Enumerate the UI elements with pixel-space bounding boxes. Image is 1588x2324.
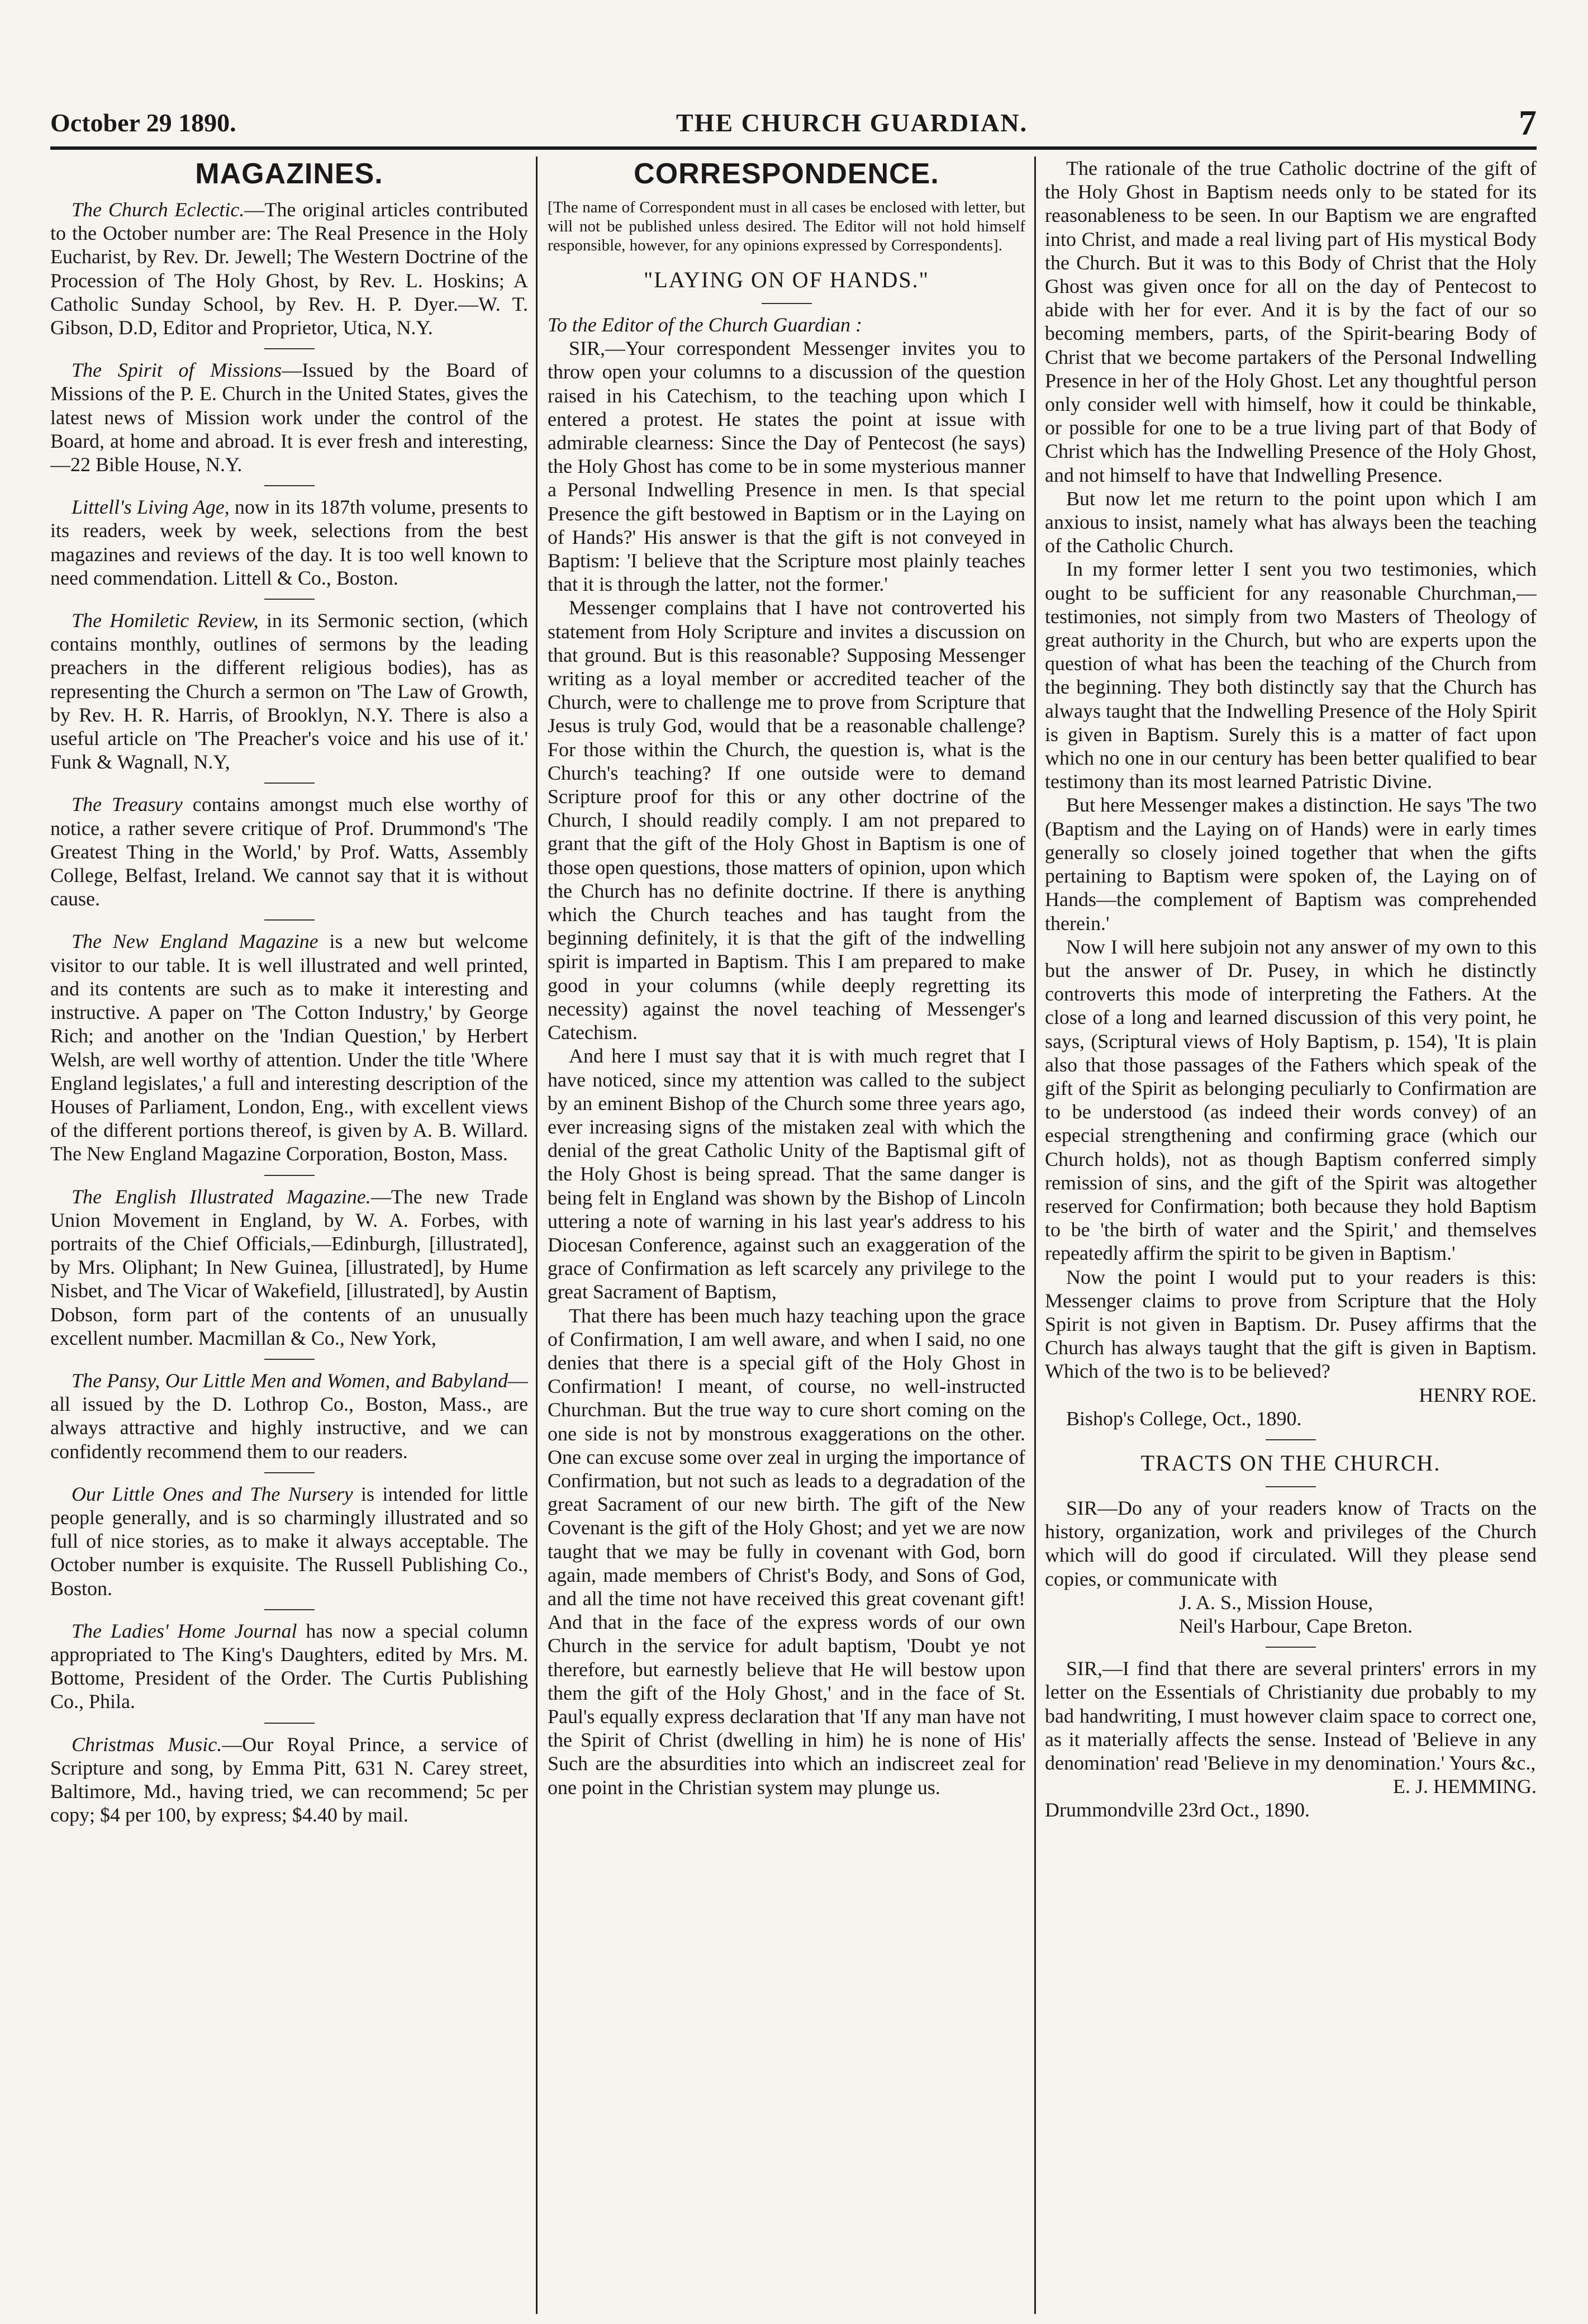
separator bbox=[264, 782, 315, 784]
magazine-text: now in its 187th volume, presents to its readers, week by week, selections from the best magazines and reviews of the day. It is too well known to need commendation. Littell & Co., Boston. bbox=[50, 496, 528, 589]
magazine-item bbox=[50, 1482, 528, 1600]
correspondence-column bbox=[548, 156, 1025, 2314]
letter-paragraph: And here I must say that it is with much regret that I have noticed, since my attention was called to the subject by an eminent Bishop of the Church some three years ago, ever increasing signs of the mistaken zeal with which the denial of the great Catholic Unity of the Baptismal gift of the Holy Ghost is being spread. That the same danger is being felt in England was shown by the Bishop of Lincoln uttering a note of warning in his last year's address to his Diocesan Conference, against such an exaggeration of the grace of Confirmation as left scarcely any privilege to the great Sacrament of Baptism, bbox=[548, 1045, 1025, 1303]
continuation-column bbox=[1045, 156, 1537, 2314]
magazine-title: The Homiletic Review, bbox=[72, 609, 259, 632]
separator bbox=[264, 485, 315, 486]
magazine-item bbox=[50, 793, 528, 910]
letter-signature: HENRY ROE. bbox=[1419, 1383, 1537, 1406]
page-header bbox=[50, 101, 1537, 145]
magazine-title: The New England Magazine bbox=[72, 930, 318, 953]
letter-paragraph: Now I will here subjoin not any answer of my own to this but the answer of Dr. Pusey, in which he distinctly controverts this mode of interpreting the Fathers. At the close of a long and learned discussion of this very point, he says, (Scriptural views of Holy Baptism, p. 154), 'It is plain also that those passages of the Fathers which speak of the gift of the Spirit as belonging peculiarly to Confirmation are to be understood (as indeed their words convey) of an especial strengthening and confirming grace (which our Church holds), not as though Baptism conferred simply remission of sins, and the gift of the Spirit was altogether reserved for Confirmation; both because they hold Baptism to be 'the birth of water and the Spirit,' and themselves repeatedly affirm the spirit to be given in Baptism.' bbox=[1045, 935, 1537, 1265]
separator bbox=[264, 1359, 315, 1360]
separator bbox=[264, 1723, 315, 1724]
letter-title: "LAYING ON OF HANDS." bbox=[644, 267, 929, 292]
separator bbox=[264, 599, 315, 600]
magazine-item bbox=[50, 1733, 528, 1827]
editor-note: [The name of Correspondent must in all cases be enclosed with letter, but will not be published unless desired. The Editor will not hold himself responsible, however, for any opinions expressed by Correspondents]. bbox=[548, 198, 1025, 254]
magazine-title: The Church Eclectic. bbox=[72, 198, 245, 221]
letter-paragraph: But here Messenger makes a distinction. He says 'The two (Baptism and the Laying on of Hands) were in early times generally so closely joined together that when the gifts pertaining to Baptism were spoken of, the Laying on of Hands—the complement of Baptism was comprehended therein.' bbox=[1045, 794, 1537, 935]
magazine-item bbox=[50, 609, 528, 774]
magazine-title: Christmas Music. bbox=[72, 1733, 222, 1756]
letter-paragraph: That there has been much hazy teaching upon the grace of Confirmation, I am well aware, and when I said, no one denies that there is a special gift of the Holy Ghost in Confirmation! I meant, of course, no well-instructed Churchman. But the true way to cure short coming on the one side is not by monstrous exaggerations on the other. One can excuse some over zeal in urging the importance of Confirmation, but not such as leads to a degradation of the great Sacrament of our new birth. The gift of the New Covenant is the gift of the Holy Ghost; and yet we are now taught that we may be fully in covenant with God, born again, made members of Christ's Body, and Sons of God, and all the time not have received this great covenant gift! And that in the face of the express words of our own Church in the service for adult baptism, 'Doubt ye not therefore, but earnestly believe that He will bestow upon them the gift of the Holy Ghost,' and in the face of St. Paul's equally express declaration that 'If any man have not the Spirit of Christ (dwelling in him) he is none of His' Such are the absurdities into which an indiscreet zeal for one point in the Christian system may plunge us. bbox=[548, 1304, 1025, 1799]
separator bbox=[264, 919, 315, 921]
newspaper-title: THE CHURCH GUARDIAN. bbox=[676, 108, 1028, 137]
magazine-text: —Our Royal Prince, a service of Scripture and song, by Emma Pitt, 631 N. Carey street, Baltimore, Md., having tried, we can recommend; 5c per copy; $4 per 100, by express; $4.40 by mail. bbox=[50, 1733, 528, 1827]
magazine-text: is a new but welcome visitor to our table. It is well illustrated and well printed, and its contents are such as to make it interesting and instructive. A paper on 'The Cotton Industry,' by George Rich; and another on the 'Indian Question,' by Herbert Welsh, are well worthy of attention. Under the title 'Where England legislates,' a full and interesting description of the Houses of Parliament, London, Eng., with excellent views of the different portions thereof, is given by A. B. Willard. The New England Magazine Corporation, Boston, Mass. bbox=[50, 930, 528, 1165]
magazine-title: The Ladies' Home Journal bbox=[72, 1619, 297, 1642]
letter-paragraph: But now let me return to the point upon which I am anxious to insist, namely what has always been the teaching of the Catholic Church. bbox=[1045, 487, 1537, 557]
magazine-item bbox=[50, 1369, 528, 1463]
magazine-text: —The new Trade Union Movement in England, by W. A. Forbes, with portraits of the Chief Officials,—Edinburgh, [illustrated], by Mrs. Oliphant; In New Guinea, [illustrated], by Hume Nisbet, and The Vicar of Wakefield, [illustrated], by Austin Dobson, form part of the contents of an unusually excellent number. Macmillan & Co., New York, bbox=[50, 1185, 528, 1349]
magazine-text: is intended for little people generally, and is so charmingly illustrated and so full of nice stories, as to make it always acceptable. The October number is exquisite. The Russell Publishing Co., Boston. bbox=[50, 1482, 528, 1600]
letter-paragraph: Now the point I would put to your readers is this: Messenger claims to prove from Scripture that the Holy Spirit is not given in Baptism. Dr. Pusey affirms that the Church has always taught that the gift is given in Baptism. Which of the two is to be believed? bbox=[1045, 1265, 1537, 1383]
separator bbox=[1266, 1647, 1316, 1648]
errata-text: SIR,—I find that there are several printers' errors in my letter on the Essentials of Christianity due probably to my bad handwriting, I must however claim space to correct one, as it materially affects the sense. Instead of 'Believe in any denomination' read 'Believe in my denomination.' Yours &c., bbox=[1045, 1657, 1537, 1774]
tracts-heading: TRACTS ON THE CHURCH. bbox=[1140, 1450, 1441, 1476]
issue-date: October 29 1890. bbox=[50, 108, 236, 137]
letter-paragraph: The rationale of the true Catholic doctrine of the gift of the Holy Ghost in Baptism needs only to be stated for its reasonableness to be seen. In our Baptism we are engrafted into Christ, and made a real living part of His mystical Body the Church. But it was to this Body of Christ that the Holy Ghost was given once for all on the day of Pentecost to abide with her for ever. And it is by the fact of our so becoming members, parts, of the Spirit-bearing Body of Christ that we become partakers of the Personal Indwelling Presence in her of the Holy Ghost. Let any thoughtful person only consider well with himself, how it could be thinkable, or possible for one to be a true living part of that Body of Christ which has the Indwelling Presence of the Holy Ghost, and not himself to have that Indwelling Presence. bbox=[1045, 157, 1537, 486]
magazine-item bbox=[50, 495, 528, 590]
tracts-text: SIR—Do any of your readers know of Tracts on the history, organization, work and privileges of the Church which will do good if circulated. Will they please send copies, or communicate with bbox=[1045, 1496, 1537, 1590]
correspondence-heading: CORRESPONDENCE. bbox=[634, 158, 939, 190]
separator bbox=[264, 348, 315, 349]
magazine-item bbox=[50, 198, 528, 339]
letter-paragraph: Messenger complains that I have not controverted his statement from Holy Scripture and invites a discussion on that ground. But is this reasonable? Supposing Messenger writing as a loyal member or accredited teacher of the Church, were to challenge me to prove from Scripture that Jesus is truly God, would that be a reasonable challenge? For those within the Church, the question is, what is the Church's teaching? If one outside were to demand Scripture proof for this or any other doctrine of the Church, I should readily comply. I am not prepared to grant that the gift of the Holy Ghost in Baptism is one of those open questions, those matters of opinion, upon which the Church has no definite doctrine. If there is anything which the Church teaches and has taught from the beginning definitely, it is that the gift of the indwelling spirit is imparted in Baptism. This I am prepared to make good in your columns (while deeply regretting its necessity) against the novel teaching of Messenger's Catechism. bbox=[548, 596, 1025, 1044]
letter-dateline: Bishop's College, Oct., 1890. bbox=[1066, 1407, 1302, 1430]
magazine-item bbox=[50, 358, 528, 476]
magazine-item bbox=[50, 1185, 528, 1350]
magazines-heading: MAGAZINES. bbox=[195, 158, 383, 190]
magazine-text: contains amongst much else worthy of notice, a rather severe critique of Prof. Drummond's 'The Greatest Thing in the World,' by Prof. Watts, Assembly College, Belfast, Ireland. We cannot say that it is without cause. bbox=[50, 793, 528, 910]
magazine-title: The Spirit of Missions bbox=[72, 359, 282, 382]
magazine-text: —Issued by the Board of Missions of the P. E. Church in the United States, gives the latest news of Mission work under the control of the Board, at home and abroad. It is ever fresh and interesting,—22 Bible House, N.Y. bbox=[50, 359, 528, 476]
letter-paragraph: SIR,—Your correspondent Messenger invites you to throw open your columns to a discussion of the question raised in his Catechism, to the teaching upon which I entered a protest. He states the point at issue with admirable clearness: Since the Day of Pentecost (he says) the Holy Ghost has come to be in some mysterious manner a Personal Indwelling Presence in men. Is that special Presence the gift bestowed in Baptism or in the Laying on of Hands?' His answer is that the gift is not conveyed in Baptism: 'I believe that the Scripture most plainly teaches that it is through the latter, not the former.' bbox=[548, 337, 1025, 596]
errata-signature: E. J. HEMMING. bbox=[1393, 1775, 1537, 1798]
magazine-item bbox=[50, 1619, 528, 1714]
separator bbox=[1266, 1439, 1316, 1440]
address-line: Neil's Harbour, Cape Breton. bbox=[1179, 1614, 1413, 1637]
magazine-title: The Pansy, Our Little Men and Women, and Babyland bbox=[72, 1369, 508, 1392]
magazine-item bbox=[50, 929, 528, 1165]
separator bbox=[264, 1175, 315, 1176]
errata-dateline: Drummondville 23rd Oct., 1890. bbox=[1045, 1799, 1310, 1822]
magazines-column bbox=[50, 156, 528, 2314]
separator bbox=[762, 303, 812, 304]
magazine-title: Our Little Ones and The Nursery bbox=[72, 1482, 353, 1505]
magazine-title: The English Illustrated Magazine. bbox=[72, 1185, 371, 1208]
magazine-text: —all issued by the D. Lothrop Co., Boston, Mass., are always attractive and highly instructive, and we can confidently recommend them to our readers. bbox=[50, 1369, 528, 1463]
address-line: J. A. S., Mission House, bbox=[1179, 1591, 1373, 1614]
column-divider-1 bbox=[536, 156, 538, 2314]
magazine-text: in its Sermonic section, (which contains monthly, outlines of sermons by the leading preachers in the different religious bodies), has as representing the Church a sermon on 'The Law of Growth, by Rev. H. R. Harris, of Brooklyn, N.Y. There is also a useful article on 'The Preacher's voice and his use of it.' Funk & Wagnall, N.Y, bbox=[50, 609, 528, 774]
header-rule bbox=[50, 146, 1537, 150]
page-number: 7 bbox=[1519, 103, 1537, 143]
magazine-title: The Treasury bbox=[72, 793, 183, 816]
letter-paragraph: In my former letter I sent you two testimonies, which ought to be sufficient for any reasonable Churchman,—testimonies, not simply from two Masters of Theology of great authority in the Church, but who are experts upon the question of what has been the teaching of the Church from the beginning. They both distinctly say that the Church has always taught that the Indwelling Presence of the Holy Spirit is given in Baptism. Surely this is a matter of fact upon which no one in our century has been better qualified to bear testimony than its most learned Patristic Divine. bbox=[1045, 558, 1537, 793]
magazine-title: Littell's Living Age, bbox=[72, 496, 230, 519]
column-divider-2 bbox=[1034, 156, 1036, 2314]
magazine-text: —The original articles contributed to the October number are: The Real Presence in the Holy Eucharist, by Rev. Dr. Jewell; The Western Doctrine of the Procession of The Holy Ghost, by Rev. L. Hoskins; A Catholic Sunday School, by Rev. H. P. Dyer.—W. T. Gibson, D.D, Editor and Proprietor, Utica, N.Y. bbox=[50, 198, 528, 339]
salutation: To the Editor of the Church Guardian : bbox=[548, 314, 863, 336]
magazine-text: has now a special column appropriated to The King's Daughters, edited by Mrs. M. Bottome, President of the Order. The Curtis Publishing Co., Phila. bbox=[50, 1619, 528, 1713]
separator bbox=[264, 1472, 315, 1473]
separator bbox=[1266, 1486, 1316, 1487]
separator bbox=[264, 1609, 315, 1610]
